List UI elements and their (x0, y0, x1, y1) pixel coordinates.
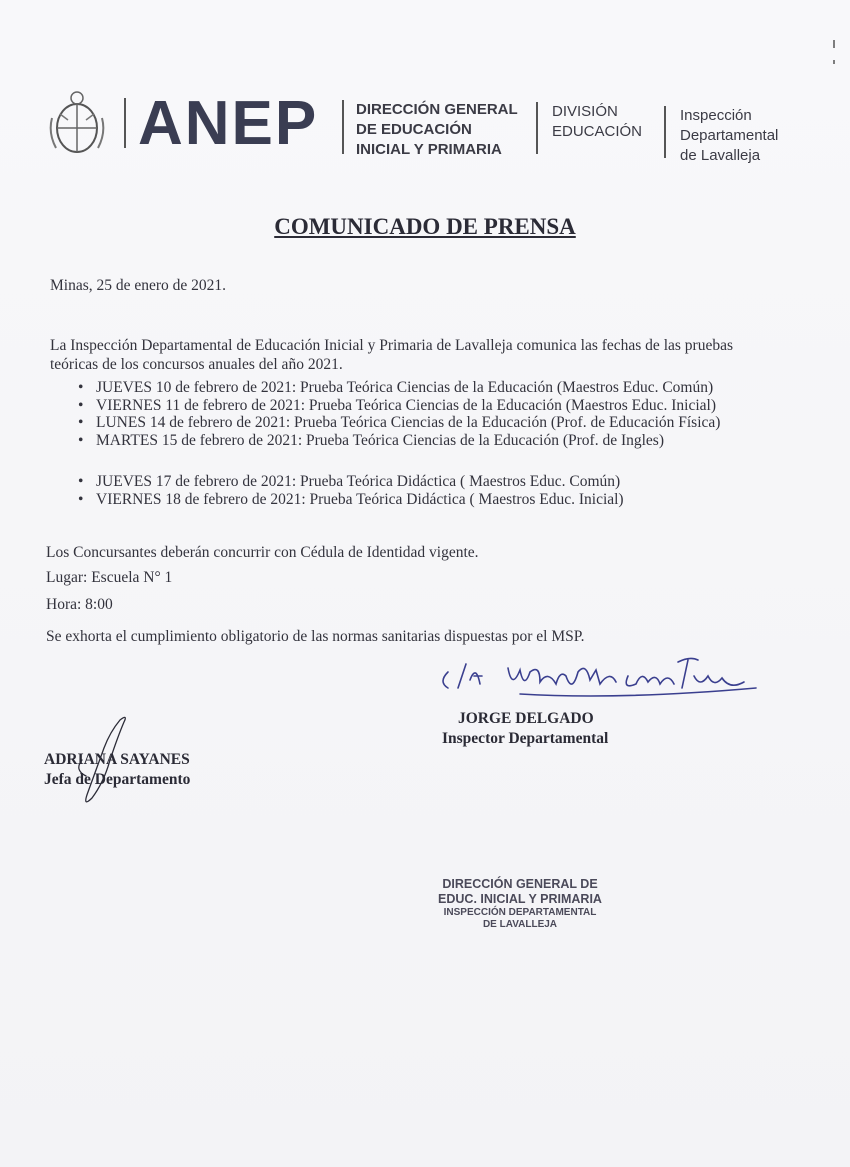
list-item: • VIERNES 18 de febrero de 2021: Prueba Teórica Didáctica ( Maestros Educ. Inicial) (78, 491, 624, 509)
letterhead (46, 88, 806, 168)
document-title: COMUNICADO DE PRENSA (274, 214, 576, 239)
lugar-line: Lugar: Escuela N° 1 (46, 569, 173, 586)
divider (124, 98, 126, 148)
list-item: • MARTES 15 de febrero de 2021: Prueba Teórica Ciencias de la Educación (Prof. de Ingles) (78, 432, 720, 450)
list-item: • JUEVES 17 de febrero de 2021: Prueba Teórica Didáctica ( Maestros Educ. Común) (78, 473, 624, 491)
division-label: DIVISIÓN EDUCACIÓN (552, 103, 643, 140)
date-line: Minas, 25 de enero de 2021. (50, 277, 227, 294)
national-seal-icon (46, 88, 108, 158)
signature-block-right (442, 709, 608, 749)
anep-logo: ANEP (138, 89, 319, 158)
schedule-list-2 (78, 473, 624, 508)
signer-name: ADRIANA SAYANES (44, 751, 190, 768)
exhorta-paragraph: Se exhorta el cumplimiento obligatorio de las normas sanitarias dispuestas por el MSP. (46, 628, 585, 645)
signer-role: Jefa de Departamento (44, 771, 191, 788)
signer-role: Inspector Departamental (442, 730, 609, 747)
signature-block-left (44, 750, 190, 790)
divider (664, 106, 666, 158)
list-item: • LUNES 14 de febrero de 2021: Prueba Teórica Ciencias de la Educación (Prof. de Educación Física) (78, 414, 720, 432)
intro-paragraph: La Inspección Departamental de Educación Inicial y Primaria de Lavalleja comunica las fechas de las pruebas teóricas de los concursos anuales del año 2021. (50, 337, 733, 373)
signer-name: JORGE DELGADO (458, 710, 594, 727)
schedule-list-1 (78, 379, 720, 449)
list-item: • VIERNES 11 de febrero de 2021: Prueba Teórica Ciencias de la Educación (Maestros Educ. Inicial) (78, 397, 720, 415)
list-item: • JUEVES 10 de febrero de 2021: Prueba Teórica Ciencias de la Educación (Maestros Educ. Común) (78, 379, 720, 397)
divider (536, 102, 538, 154)
institutional-stamp: DIRECCIÓN GENERAL DE EDUC. INICIAL Y PRIMARIA INSPECCIÓN DEPARTAMENTAL DE LAVALLEJA (438, 877, 602, 930)
hora-line: Hora: 8:00 (46, 596, 113, 613)
inspeccion-label: Inspección Departamental de Lavalleja (680, 107, 779, 164)
direccion-general-label: DIRECCIÓN GENERAL DE EDUCACIÓN INICIAL Y PRIMARIA (356, 101, 518, 158)
concursantes-paragraph: Los Concursantes deberán concurrir con Cédula de Identidad vigente. (46, 544, 479, 561)
divider (342, 100, 344, 154)
